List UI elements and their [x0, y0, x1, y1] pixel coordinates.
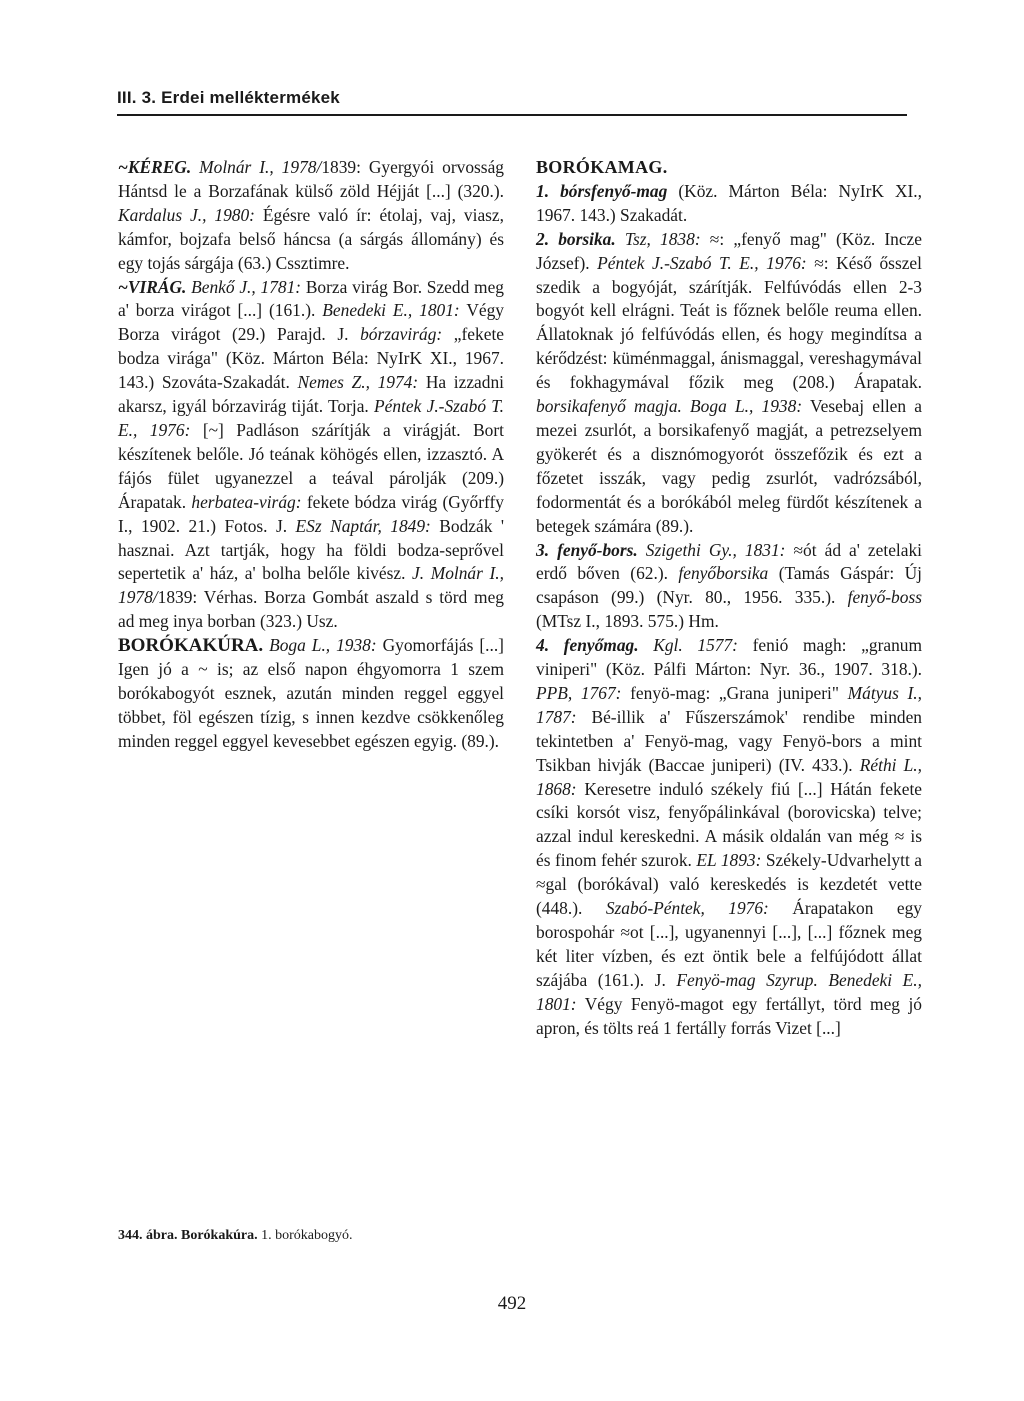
entry-text: Égésre való ír: étolaj, vaj, viasz, kámfor, bojzafa belső háncsa (a sárgás állomány) és egy tojás sárgája (63.) Cssztimre.	[118, 204, 504, 273]
source: Fenyö-mag Szyrup. Benedeki E., 1801:	[536, 969, 922, 1014]
entry-text: (Tamás Gáspár: Új csapáson (99.) (Nyr. 80., 1956. 335.).	[536, 563, 922, 608]
entry-text: Végy Borza virágot (29.) Parajd. J.	[118, 300, 504, 345]
entry-text: „fekete bodza virága" (Köz. Márton Béla: NyIrK XI., 1967. 143.) Szováta-Szakadát.	[118, 324, 504, 393]
section-title	[536, 156, 922, 180]
entry-text: fekete bódza virág (Győrffy I., 1902. 21.) Fotos. J.	[118, 491, 504, 536]
source: fenyő-boss	[847, 587, 922, 608]
entry-borokakura	[118, 634, 504, 754]
entry-1	[536, 180, 922, 228]
headword-virag: ~VIRÁG.	[118, 276, 187, 297]
section-title-text: BORÓKAMAG.	[536, 157, 668, 177]
source: J. Molnár I., 1978/	[118, 563, 504, 608]
entry-kereg	[118, 156, 504, 276]
entry-text: 1839: Vérhas. Borza Gombát aszald s törd meg ad meg inya borban (323.) Usz.	[118, 587, 504, 632]
headword-borokakura: BORÓKAKÚRA.	[118, 635, 264, 657]
source: Péntek J.-Szabó T. E., 1976:	[118, 396, 505, 440]
source: Molnár I., 1978/	[199, 157, 322, 177]
entry-text: Ha izzadni akarsz, igyál bórzavirág tiját. Torja.	[118, 372, 504, 417]
figure-label: 344. ábra. Borókakúra.	[118, 1228, 258, 1243]
entry-text: Gyomorfájás [...] Igen jó a ~ is; az első napon éhgyomorra 1 szem borókabogyót esznek, azután minden reggel eggyel többet, föl egészen tízig, s innen kezdve csökkenőleg minden reggel eggyel kevesebbet egészen egyig. (89.).	[118, 635, 504, 751]
figure-caption-text: 1. borókabogyó.	[257, 1228, 353, 1243]
running-head: III. 3. Erdei melléktermékek	[117, 88, 340, 107]
figure-caption	[118, 1228, 353, 1244]
source: Szigethi Gy., 1831:	[645, 539, 786, 560]
entry-text: ≈: „fenyő mag" (Köz. Incze József).	[536, 228, 922, 273]
source: Péntek J.-Szabó T. E., 1976:	[597, 252, 807, 273]
entry-text: Bé-illik a' Fűszerszámok' rendibe minden tekintetben a' Fenyö-mag, vagy Fenyö-bors a mint Tsikban hivják (Baccae juniperi) (IV. 433.).	[536, 706, 922, 775]
source: Boga L., 1938:	[269, 635, 377, 656]
source: Mátyus I., 1787:	[536, 682, 922, 727]
entry-number: 3. fenyő-bors.	[536, 539, 638, 560]
entry-text: (MTsz I., 1893. 575.) Hm.	[536, 611, 719, 632]
entry-text: fenyö-mag: „Grana juniperi"	[621, 682, 848, 703]
headword-kereg: ~KÉREG.	[118, 157, 192, 177]
entry-text: Végy Fenyö-magot egy fertállyt, törd meg jó apron, és tölts reá 1 fertálly forrás Vizet [...]	[536, 993, 922, 1038]
source: Tsz, 1838:	[624, 228, 701, 249]
source: Benedeki E., 1801:	[322, 300, 460, 321]
source: fenyőborsika	[678, 563, 769, 584]
entry-2	[536, 228, 922, 539]
page-number: 492	[497, 1293, 527, 1314]
entry-text: [~] Padláson szárítják a virágját. Bort készítenek belőle. Jó teának köhögés ellen, izzasztó. A fájós fület ugyanezzel a teával párolják (209.) Árapatak.	[118, 419, 504, 512]
entry-number: 1. bórsfenyő-mag	[536, 180, 668, 201]
entry-3	[536, 539, 922, 635]
source: EL 1893:	[696, 850, 762, 871]
source: Szabó-Péntek, 1976:	[605, 898, 769, 919]
source: borsikafenyő magja. Boga L., 1938:	[536, 396, 803, 417]
entry-text: Keresetre induló székely fiú [...] Hátán fekete csíki korsót visz, fenyőpálinkával (borovicska) telve; azzal indul kereskedni. A másik oldalán van még ≈ is és finom fehér szurok.	[536, 778, 922, 871]
entry-text: ≈ót ád a' zetelaki erdő bőven (62.).	[536, 539, 922, 584]
entry-text: Árapatakon egy borospohár ≈ot [...], ugyanennyi [...], [...] főznek meg két liter vízben, és ezt öntik bele a felfújódott állat szájába (161.). J.	[536, 898, 922, 990]
left-column	[118, 156, 504, 754]
entry-text: fenió magh: „granum viniperi" (Köz. Pálfi Márton: Nyr. 36., 1907. 318.).	[536, 635, 922, 680]
entry-number: 2. borsika.	[536, 228, 616, 249]
source: Kardalus J., 1980:	[118, 204, 255, 225]
entry-text: Székely-Udvarhelytt a ≈gal (borókával) való kereskedés is kezdetét vette (448.).	[536, 850, 922, 919]
source: Kgl. 1577:	[653, 635, 738, 656]
entry-virag	[118, 276, 504, 635]
source: Benkő J., 1781:	[191, 276, 302, 297]
entry-text: (Köz. Márton Béla: NyIrK XI., 1967. 143.) Szakadát.	[536, 180, 923, 225]
source: PPB, 1767:	[536, 682, 622, 703]
source: ESz Naptár, 1849:	[295, 515, 431, 536]
entry-number: 4. fenyőmag.	[536, 635, 639, 656]
entry-text: Borza virág Bor. Szedd meg a' borza virágot [...] (161.).	[118, 276, 504, 321]
entry-text: ≈: Késő ősszel szedik a bogyóját, szárítják. Felfúvódás ellen 2-3 bogyót kell elrágni. Teát is főznek belőle reuma ellen. Állatoknak jó felfúvódás ellen, és hogy megindítsa a kérődzést: küménmaggal, ánismaggal, vereshagymával és fokhagymával főzik meg (208.) Árapatak.	[536, 252, 922, 393]
right-column	[536, 156, 922, 1041]
header-rule	[117, 114, 907, 116]
source: Nemes Z., 1974:	[297, 372, 419, 393]
source: herbatea-virág:	[191, 491, 302, 512]
source: Réthi L., 1868:	[536, 754, 922, 799]
entry-text: Bodzák ' hasznai. Azt tartják, hogy ha földi bodza-seprővel sepertetik a' ház, a' bolha belőle kivész.	[118, 515, 504, 584]
source: bórzavirág:	[360, 324, 443, 345]
entry-text: 1839: Gyergyói orvosság Hántsd le a Borzafának külső zöld Héjját [...] (320.).	[118, 157, 504, 201]
entry-text: Vesebaj ellen a mezei zsurlót, a borsikafenyő magját, a petrezselyem gyökerét és a disznómogyorót összefőzik és ezt a főzetet isszák, vagy pedig zsurlót, vadrózsából, fodormentát és a borókából meleg fürdőt készítenek a betegek számára (89.).	[536, 396, 922, 536]
entry-4	[536, 634, 922, 1040]
running-header	[117, 88, 907, 108]
